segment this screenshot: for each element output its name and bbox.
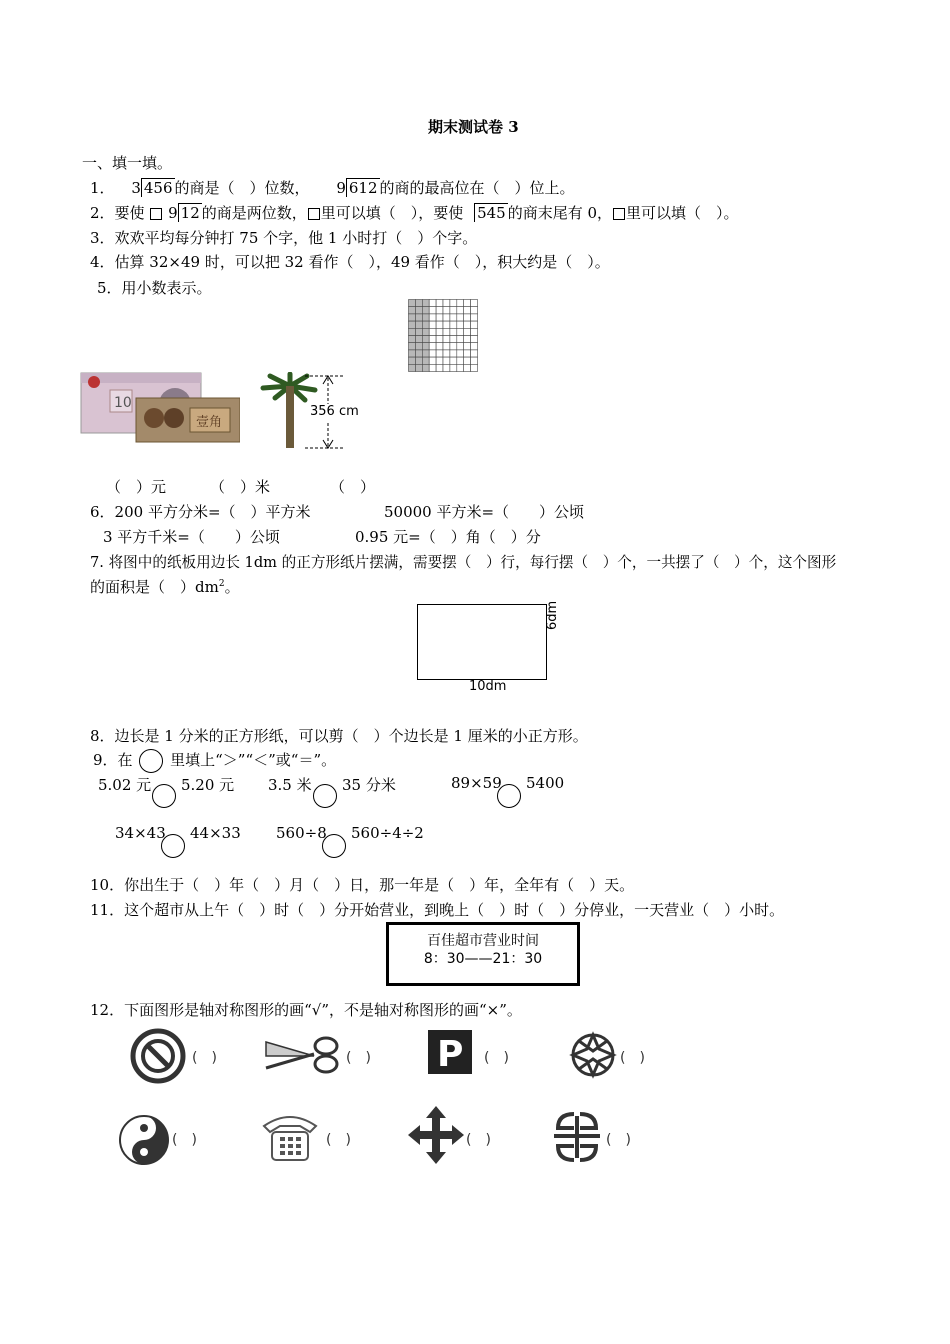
grid-cell-shaded <box>422 336 429 343</box>
grid-cell <box>436 357 443 364</box>
grid-cell <box>471 357 478 364</box>
grid-cell <box>429 364 436 371</box>
compare-circle[interactable] <box>313 784 337 808</box>
banknotes-image <box>80 372 240 444</box>
grid-cell <box>443 314 450 321</box>
knot-emblem-icon <box>550 1110 604 1164</box>
grid-cell <box>471 314 478 321</box>
grid-cell <box>450 307 457 314</box>
grid-cell <box>429 307 436 314</box>
answer-blank[interactable]: ( ) <box>326 1132 351 1148</box>
question-6c: 3 平方千米=（ ）公顷 <box>103 528 280 546</box>
grid-cell <box>450 328 457 335</box>
grid-cell-shaded <box>415 343 422 350</box>
telephone-icon <box>260 1110 320 1162</box>
grid-cell <box>471 343 478 350</box>
grid-cell <box>429 336 436 343</box>
grid-cell <box>457 350 464 357</box>
sign-hours: 8：30——21：30 <box>423 951 543 967</box>
svg-text:10: 10 <box>114 395 132 411</box>
grid-cell <box>464 328 471 335</box>
grid-cell <box>450 300 457 307</box>
compare-left: 3.5 米 <box>268 776 312 794</box>
grid-cell <box>436 364 443 371</box>
blank-square <box>308 208 320 220</box>
compare-right: 44×33 <box>190 824 241 842</box>
grid-cell-shaded <box>422 314 429 321</box>
grid-cell-shaded <box>409 314 416 321</box>
grid-cell <box>443 357 450 364</box>
dividend: 612 <box>346 178 380 197</box>
grid-cell <box>464 300 471 307</box>
answer-blank[interactable]: ( ) <box>484 1050 509 1066</box>
grid-cell <box>429 328 436 335</box>
question-text: 里可以填（ ），要使 <box>320 204 464 222</box>
grid-cell <box>429 343 436 350</box>
grid-cell <box>436 336 443 343</box>
grid-cell <box>436 321 443 328</box>
answer-blank[interactable]: ( ) <box>346 1050 371 1066</box>
grid-cell <box>450 364 457 371</box>
hundred-grid <box>408 299 478 372</box>
grid-cell-shaded <box>409 364 416 371</box>
grid-cell <box>450 314 457 321</box>
grid-cell <box>471 336 478 343</box>
answer-blank[interactable]: ( ) <box>620 1050 645 1066</box>
question-number: 1． <box>90 179 115 197</box>
grid-cell-shaded <box>409 357 416 364</box>
grid-cell-shaded <box>422 300 429 307</box>
grid-cell-shaded <box>409 343 416 350</box>
compare-right: 35 分米 <box>342 776 396 794</box>
grid-cell-shaded <box>409 300 416 307</box>
compare-circle[interactable] <box>322 834 346 858</box>
grid-cell-shaded <box>422 350 429 357</box>
sign-title: 百佳超市营业时间 <box>427 933 539 949</box>
grid-cell <box>457 364 464 371</box>
grid-cell <box>436 300 443 307</box>
question-6d: 0.95 元=（ ）角（ ）分 <box>355 528 541 546</box>
grid-cell <box>436 307 443 314</box>
grid-cell <box>464 357 471 364</box>
dividend: 456 <box>141 178 175 197</box>
grid-cell-shaded <box>415 300 422 307</box>
emblem-icon <box>88 376 100 388</box>
grid-cell-shaded <box>422 343 429 350</box>
grid-cell <box>443 350 450 357</box>
grid-cell <box>436 328 443 335</box>
grid-cell <box>464 336 471 343</box>
grid-cell <box>429 350 436 357</box>
grid-cell <box>443 336 450 343</box>
dividend: 545 <box>474 203 508 222</box>
compare-right: 5.20 元 <box>181 776 235 794</box>
compare-right: 5400 <box>526 774 565 792</box>
question-text: 2．要使 <box>90 204 145 222</box>
superscript: 2 <box>218 579 225 589</box>
grid-cell <box>457 336 464 343</box>
grid-cell-shaded <box>409 336 416 343</box>
section-heading: 一、填一填。 <box>82 154 173 172</box>
grid-cell-shaded <box>415 357 422 364</box>
answer-blank[interactable]: ( ) <box>172 1132 197 1148</box>
grid-cell <box>429 321 436 328</box>
grid-cell <box>464 364 471 371</box>
tree-height-label: 356 cm <box>310 404 359 419</box>
grid-cell <box>464 343 471 350</box>
cardboard-rectangle <box>417 604 547 680</box>
grid-cell-shaded <box>422 364 429 371</box>
punctuation: 。 <box>224 578 240 596</box>
grid-cell <box>464 350 471 357</box>
question-3: 3．欢欢平均每分钟打 75 个字，他 1 小时打（ ）个字。 <box>90 229 478 247</box>
grid-cell <box>443 307 450 314</box>
question-6b: 50000 平方米=（ ）公顷 <box>384 503 585 521</box>
grid-cell <box>471 328 478 335</box>
grid-cell <box>471 321 478 328</box>
divisor: 3 <box>131 179 141 197</box>
grid-cell <box>429 357 436 364</box>
grid-cell <box>457 307 464 314</box>
grid-cell <box>443 300 450 307</box>
grid-cell <box>471 300 478 307</box>
question-2 <box>90 202 739 223</box>
compare-circle[interactable] <box>497 784 521 808</box>
dividend: 12 <box>178 203 202 222</box>
question-text: 的商是两位数， <box>201 204 307 222</box>
compare-circle[interactable] <box>161 834 185 858</box>
grid-cell <box>464 307 471 314</box>
grid-cell <box>443 343 450 350</box>
compare-circle-sample <box>139 749 163 773</box>
grid-cell <box>457 328 464 335</box>
grid-cell <box>457 314 464 321</box>
svg-text:壹角: 壹角 <box>196 415 223 430</box>
blank-square <box>613 208 625 220</box>
compare-left: 560÷8 <box>276 824 327 842</box>
answer-blank[interactable]: ( ) <box>466 1132 491 1148</box>
question-1 <box>90 177 575 198</box>
parking-letter: P <box>437 1034 464 1074</box>
grid-cell <box>436 343 443 350</box>
page-title: 期末测试卷 3 <box>428 118 519 136</box>
grid-cell <box>443 321 450 328</box>
grid-cell-shaded <box>409 307 416 314</box>
flower-emblem-icon <box>566 1028 620 1082</box>
grid-cell-shaded <box>422 321 429 328</box>
grid-cell <box>436 350 443 357</box>
grid-cell <box>429 314 436 321</box>
parking-sign-icon <box>428 1030 472 1074</box>
grid-cell <box>450 321 457 328</box>
grid-cell <box>464 314 471 321</box>
question-4: 4．估算 32×49 时，可以把 32 看作（ ），49 看作（ ），积大约是（ ）。 <box>90 253 610 271</box>
scissors-icon <box>264 1034 342 1074</box>
answer-blank-meter: （ ）米 <box>210 478 271 496</box>
question-text: 里可以填（ ）。 <box>626 204 739 222</box>
question-10: 10．你出生于（ ）年（ ）月（ ）日，那一年是（ ）年，全年有（ ）天。 <box>90 876 635 894</box>
compare-right: 560÷4÷2 <box>351 824 424 842</box>
grid-cell <box>443 328 450 335</box>
answer-blank[interactable]: ( ) <box>606 1132 631 1148</box>
question-12: 12．下面图形是轴对称图形的画“√”，不是轴对称图形的画“×”。 <box>90 1001 522 1019</box>
grid-cell-shaded <box>415 307 422 314</box>
question-text: 9．在 <box>93 751 133 769</box>
question-7-line1: 7. 将图中的纸板用边长 1dm 的正方形纸片摆满，需要摆（ ）行，每行摆（ ）个，一共摆了（ ）个，这个图形 <box>90 554 837 571</box>
grid-cell <box>457 300 464 307</box>
question-5: 5．用小数表示。 <box>97 279 212 297</box>
grid-cell <box>450 343 457 350</box>
grid-cell-shaded <box>415 336 422 343</box>
question-7-line2 <box>90 576 240 597</box>
grid-cell <box>471 364 478 371</box>
grid-cell <box>429 300 436 307</box>
question-6a: 6．200 平方分米=（ ）平方米 <box>90 503 311 521</box>
blank-square <box>150 208 162 220</box>
grid-cell <box>450 336 457 343</box>
compare-circle[interactable] <box>152 784 176 808</box>
grid-cell-shaded <box>409 350 416 357</box>
grid-cell-shaded <box>409 328 416 335</box>
question-text: 的商是（ ）位数， <box>174 179 310 197</box>
question-text: 的商末尾有 0， <box>507 204 613 222</box>
grid-cell-shaded <box>415 321 422 328</box>
compare-left: 34×43 <box>115 824 166 842</box>
grid-cell <box>464 321 471 328</box>
question-text: 里填上“＞”“＜”或“＝”。 <box>170 751 337 769</box>
grid-cell <box>471 307 478 314</box>
compare-left: 89×59 <box>451 774 502 792</box>
width-label: 10dm <box>469 679 507 694</box>
grid-cell-shaded <box>422 357 429 364</box>
grid-cell <box>443 364 450 371</box>
grid-cell-shaded <box>415 314 422 321</box>
question-9 <box>93 749 336 773</box>
grid-cell-shaded <box>409 321 416 328</box>
store-hours-sign <box>386 922 580 986</box>
tree-trunk <box>286 386 294 448</box>
grid-cell <box>457 343 464 350</box>
yin-yang-icon <box>118 1114 170 1166</box>
height-label: 6dm <box>545 600 560 630</box>
grid-cell <box>450 357 457 364</box>
grid-cell <box>450 350 457 357</box>
grid-cell-shaded <box>415 328 422 335</box>
compare-left: 5.02 元 <box>98 776 152 794</box>
grid-cell-shaded <box>415 364 422 371</box>
grid-cell-shaded <box>422 328 429 335</box>
four-way-arrows-icon <box>408 1106 464 1164</box>
answer-blank-decimal: （ ） <box>330 478 376 496</box>
question-11: 11．这个超市从上午（ ）时（ ）分开始营业，到晚上（ ）时（ ）分停业，一天营业（ ）小时。 <box>90 901 785 919</box>
question-8: 8．边长是 1 分米的正方形纸，可以剪（ ）个边长是 1 厘米的小正方形。 <box>90 727 588 745</box>
answer-blank-yuan: （ ）元 <box>106 478 167 496</box>
no-entry-sign-icon <box>130 1028 186 1084</box>
divisor: 9 <box>336 179 346 197</box>
divisor: 9 <box>168 204 178 222</box>
answer-blank[interactable]: ( ) <box>192 1050 217 1066</box>
grid-cell <box>457 321 464 328</box>
grid-cell-shaded <box>415 350 422 357</box>
grid-cell <box>457 357 464 364</box>
grid-cell <box>436 314 443 321</box>
question-text: 的商的最高位在（ ）位上。 <box>379 179 575 197</box>
grid-cell-shaded <box>422 307 429 314</box>
question-text: 的面积是（ ）dm <box>90 578 219 596</box>
grid-cell <box>471 350 478 357</box>
